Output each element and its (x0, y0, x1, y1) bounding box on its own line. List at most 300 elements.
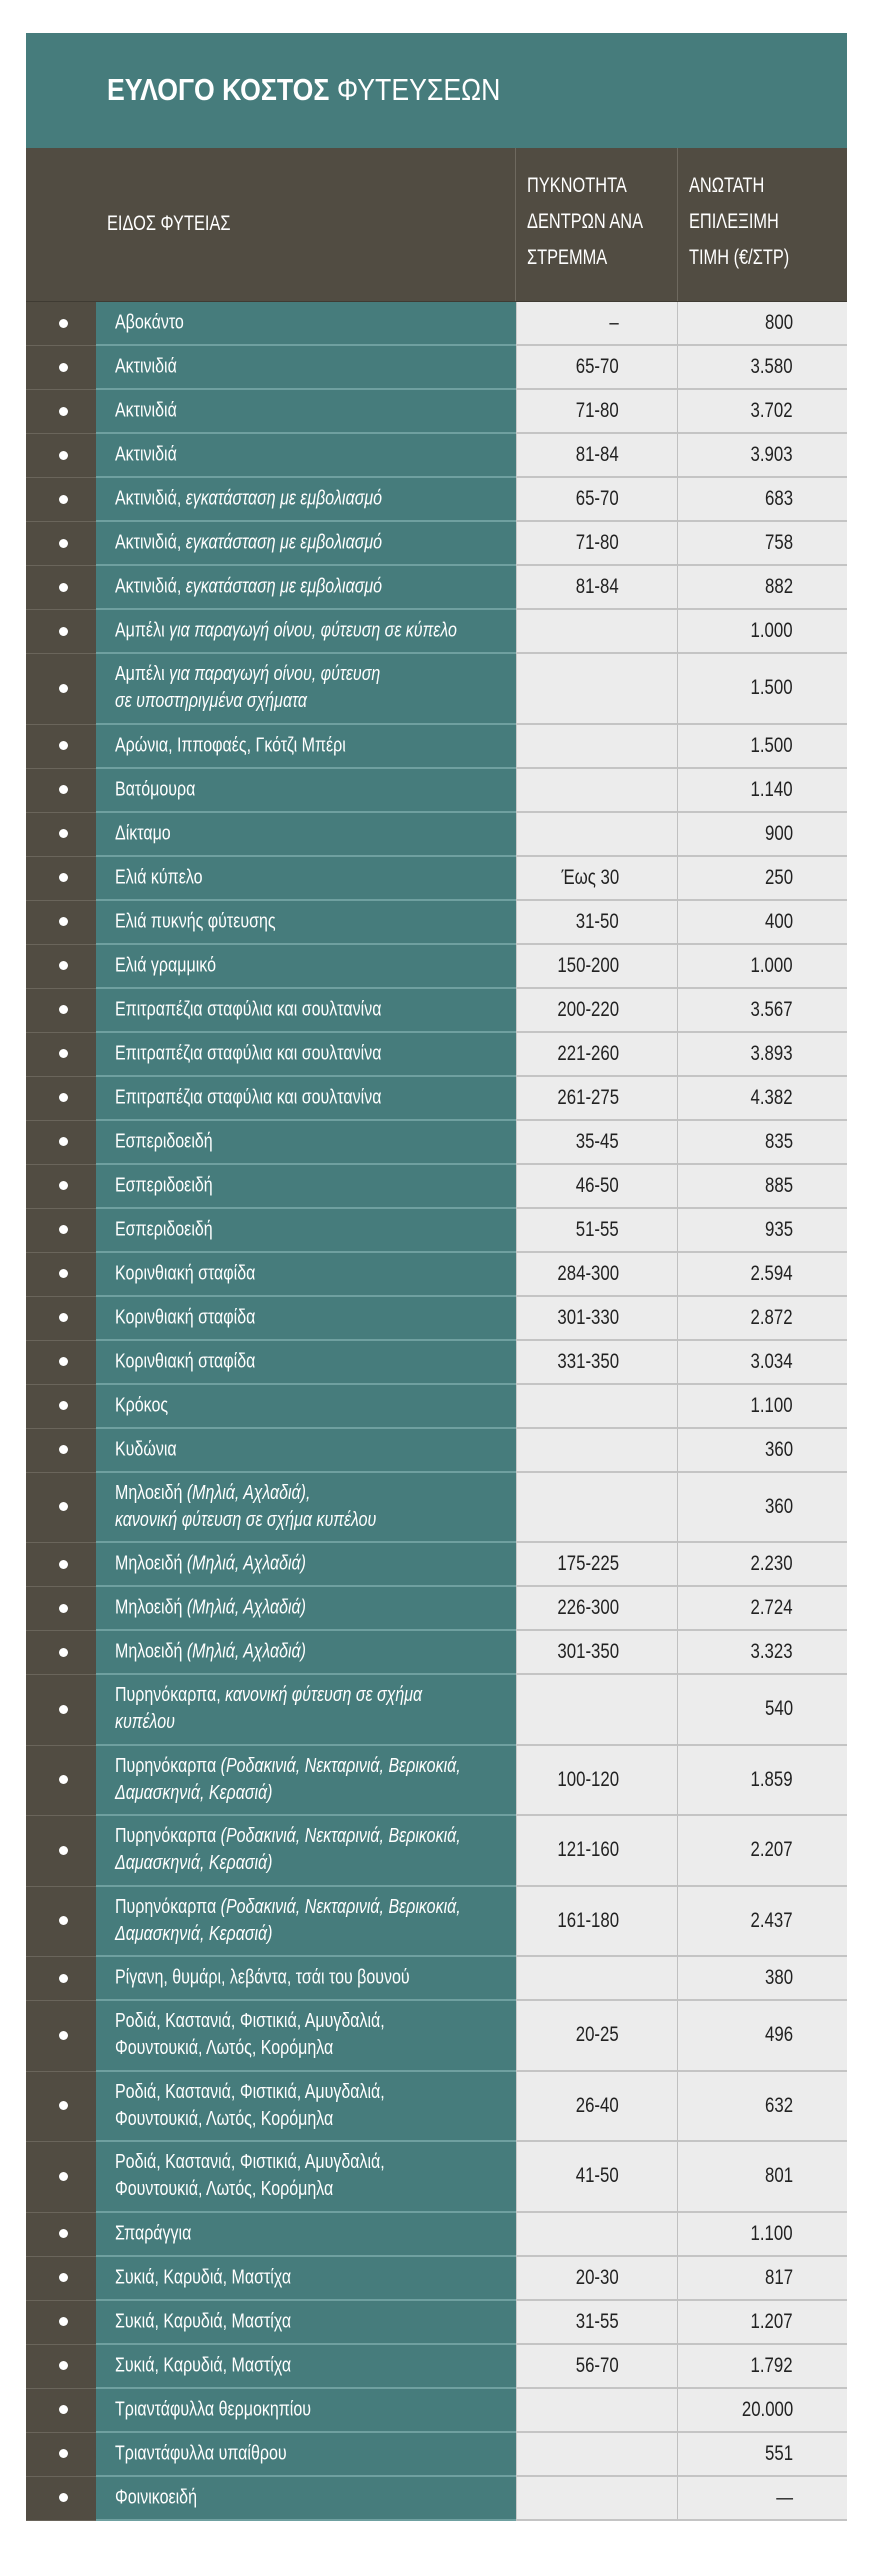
plant-type-text (115, 354, 515, 381)
plant-type-cell (96, 390, 516, 434)
table-row (26, 2433, 847, 2477)
price-cell (677, 1209, 847, 1253)
bullet-icon (59, 2449, 68, 2458)
plant-type-text (115, 486, 515, 513)
price-cell (677, 1121, 847, 1165)
price-value: 551 (764, 2441, 793, 2465)
price-cell (677, 390, 847, 434)
price-cell (677, 857, 847, 901)
bullet-cell (26, 725, 96, 769)
plant-type-cell (96, 2001, 516, 2072)
density-cell (516, 769, 677, 813)
price-cell (677, 610, 847, 654)
price-value: 835 (764, 1129, 793, 1153)
plant-type-text (115, 1392, 515, 1419)
plant-type-cell (96, 2213, 516, 2257)
plant-type-text (115, 2149, 515, 2203)
bullet-icon (59, 2172, 68, 2181)
price-cell (677, 1297, 847, 1341)
density-value: – (609, 311, 619, 334)
plant-name: Συκιά, Καρυδιά, Μαστίχα (115, 2266, 292, 2288)
plant-name: Πυρηνόκαρπα (115, 1895, 217, 1918)
price-cell (677, 1165, 847, 1209)
bullet-icon (59, 873, 68, 882)
plant-name: Κορινθιακή σταφίδα (115, 1262, 256, 1284)
table-row (26, 610, 847, 654)
price-cell (677, 2001, 847, 2072)
density-cell (516, 1121, 677, 1165)
table-row (26, 1341, 847, 1385)
price-value: 935 (764, 1217, 793, 1241)
plant-type-text (115, 2352, 515, 2379)
plant-type-text (115, 618, 515, 645)
bullet-cell (26, 2477, 96, 2521)
plant-type-text (115, 2308, 515, 2335)
bullet-cell (26, 654, 96, 725)
price-cell (677, 1587, 847, 1631)
density-value: 56-70 (576, 2353, 619, 2377)
price-value: 1.207 (750, 2309, 793, 2333)
density-cell (516, 1033, 677, 1077)
bullet-icon (59, 829, 68, 838)
bullet-cell (26, 1297, 96, 1341)
price-cell (677, 1543, 847, 1587)
table-row (26, 2257, 847, 2301)
density-value: 65-70 (576, 487, 619, 510)
plant-type-text (115, 996, 515, 1023)
price-value: 1.859 (750, 1767, 793, 1791)
bullet-icon (59, 1401, 68, 1410)
price-value: 1.000 (750, 619, 793, 642)
price-value: 1.140 (750, 777, 793, 801)
plant-name: Κορινθιακή σταφίδα (115, 1306, 256, 1328)
table-row (26, 2001, 847, 2072)
plant-name: Κρόκος (115, 1394, 169, 1416)
price-value: 3.580 (750, 355, 793, 378)
planting-cost-table (26, 33, 847, 2521)
price-value: 2.594 (750, 1261, 793, 1285)
bullet-icon (59, 627, 68, 636)
plant-name: Εσπεριδοειδή (115, 1218, 213, 1240)
price-cell (677, 346, 847, 390)
title-bold: ΕΥΛΟΓΟ ΚΟΣΤΟΣ (107, 72, 330, 107)
price-value: 1.100 (750, 1393, 793, 1417)
plant-type-text (115, 1823, 515, 1877)
plant-note: (Μηλιά, Αχλαδιά) (186, 1640, 307, 1663)
bullet-icon (59, 319, 68, 328)
density-cell (516, 1473, 677, 1544)
plant-type-cell (96, 522, 516, 566)
plant-type-cell (96, 478, 516, 522)
price-cell (677, 478, 847, 522)
bullet-icon (59, 917, 68, 926)
density-cell (516, 725, 677, 769)
bullet-icon (59, 363, 68, 372)
plant-type-cell (96, 1165, 516, 1209)
price-value: 2.207 (750, 1838, 793, 1862)
price-value: 2.230 (750, 1552, 793, 1575)
density-cell (516, 1816, 677, 1887)
price-value: 20.000 (741, 2397, 793, 2421)
plant-name: Μηλοειδή (115, 1481, 183, 1504)
bullet-cell (26, 2301, 96, 2345)
bullet-icon (59, 539, 68, 548)
bullet-icon (59, 1445, 68, 1454)
plant-type-cell (96, 1209, 516, 1253)
table-row (26, 769, 847, 813)
plant-name: Εσπεριδοειδή (115, 1174, 213, 1196)
price-value: 1.100 (750, 2221, 793, 2245)
plant-type-cell (96, 610, 516, 654)
bullet-cell (26, 390, 96, 434)
plant-type-text (115, 442, 515, 469)
density-cell (516, 813, 677, 857)
bullet-icon (59, 2405, 68, 2414)
bullet-cell (26, 1631, 96, 1675)
plant-name: Τριαντάφυλλα υπαίθρου (115, 2442, 287, 2464)
price-value: 1.000 (750, 953, 793, 977)
title-light: ΦΥΤΕΥΣΕΩΝ (336, 72, 501, 107)
density-cell (516, 2477, 677, 2521)
density-value: 35-45 (576, 1129, 619, 1153)
table-row (26, 566, 847, 610)
plant-type-cell (96, 2345, 516, 2389)
plant-type-cell (96, 1816, 516, 1887)
plant-type-cell (96, 302, 516, 346)
density-cell (516, 1253, 677, 1297)
plant-type-text (115, 1682, 515, 1736)
bullet-icon (59, 1648, 68, 1657)
density-cell (516, 2257, 677, 2301)
bullet-icon (59, 2361, 68, 2370)
price-cell (677, 522, 847, 566)
table-row (26, 989, 847, 1033)
table-row (26, 1077, 847, 1121)
density-cell (516, 2389, 677, 2433)
plant-type-text (115, 1040, 515, 1067)
density-cell (516, 857, 677, 901)
plant-type-text (115, 1216, 515, 1243)
density-value: 51-55 (576, 1217, 619, 1241)
price-value: 1.500 (750, 676, 793, 700)
density-value: 331-350 (557, 1349, 619, 1373)
price-cell (677, 566, 847, 610)
plant-type-cell (96, 1631, 516, 1675)
price-value: 800 (764, 311, 793, 334)
bullet-icon (59, 451, 68, 460)
plant-name: Ακτινιδιά, (115, 487, 182, 510)
bullet-icon (59, 1916, 68, 1925)
bullet-cell (26, 2001, 96, 2072)
plant-note: εγκατάσταση με εμβολιασμό (185, 531, 383, 554)
price-cell (677, 2072, 847, 2143)
price-value: 1.792 (750, 2353, 793, 2377)
plant-note: (Ροδακινιά, Νεκταρινιά, Βερικοκιά, Δαμασκηνιά, Κερασιά) (115, 1754, 461, 1804)
table-row (26, 813, 847, 857)
price-cell (677, 1675, 847, 1746)
bullet-icon (59, 1775, 68, 1784)
plant-type-text (115, 1753, 515, 1807)
table-row (26, 901, 847, 945)
price-cell (677, 2213, 847, 2257)
bullet-icon (59, 2273, 68, 2282)
density-cell (516, 1675, 677, 1746)
bullet-icon (59, 495, 68, 504)
bullet-cell (26, 1121, 96, 1165)
plant-type-text (115, 820, 515, 847)
bullet-cell (26, 1209, 96, 1253)
table-row (26, 1473, 847, 1544)
bullet-cell (26, 2389, 96, 2433)
plant-note: (Ροδακινιά, Νεκταρινιά, Βερικοκιά, Δαμασκηνιά, Κερασιά) (115, 1825, 461, 1875)
plant-type-text (115, 864, 515, 891)
bullet-cell (26, 1543, 96, 1587)
price-cell (677, 434, 847, 478)
price-value: 360 (764, 1437, 793, 1461)
price-value: 758 (764, 531, 793, 554)
plant-type-cell (96, 725, 516, 769)
price-value: 3.903 (750, 443, 793, 466)
table-row (26, 725, 847, 769)
density-cell (516, 2433, 677, 2477)
density-value: 26-40 (576, 2093, 619, 2117)
plant-type-cell (96, 434, 516, 478)
bullet-cell (26, 302, 96, 346)
density-value: 20-25 (576, 2023, 619, 2047)
table-row (26, 1033, 847, 1077)
plant-type-cell (96, 1297, 516, 1341)
column-header-density-label: ΠΥΚΝΟΤΗΤΑ ΔΕΝΤΡΩΝ ΑΝΑ ΣΤΡΕΜΜΑ (527, 174, 644, 269)
density-cell (516, 2301, 677, 2345)
bullet-cell (26, 1746, 96, 1817)
table-row (26, 2213, 847, 2257)
plant-name: Αρώνια, Ιπποφαές, Γκότζι Μπέρι (115, 734, 346, 756)
bullet-icon (59, 1357, 68, 1366)
bullet-cell (26, 1033, 96, 1077)
price-value: 380 (764, 1966, 793, 1989)
bullet-icon (59, 1313, 68, 1322)
density-cell (516, 566, 677, 610)
title-bar (26, 33, 847, 148)
plant-note: (Μηλιά, Αχλαδιά), κανονική φύτευση σε σχήμα κυπέλου (115, 1481, 377, 1531)
price-value: 4.382 (750, 1085, 793, 1109)
price-cell (677, 1816, 847, 1887)
plant-type-cell (96, 2072, 516, 2143)
price-cell (677, 1253, 847, 1297)
plant-type-cell (96, 346, 516, 390)
density-cell (516, 901, 677, 945)
price-value: 2.724 (750, 1596, 793, 1619)
price-cell (677, 1033, 847, 1077)
bullet-icon (59, 2317, 68, 2326)
plant-type-text (115, 1172, 515, 1199)
bullet-cell (26, 1816, 96, 1887)
table-row (26, 2072, 847, 2143)
bullet-cell (26, 2433, 96, 2477)
plant-name: Ρίγανη, θυμάρι, λεβάντα, τσάι του βουνού (115, 1966, 410, 1989)
price-cell (677, 1473, 847, 1544)
plant-type-cell (96, 1887, 516, 1958)
price-value: 250 (764, 865, 793, 889)
density-cell (516, 1631, 677, 1675)
plant-type-cell (96, 2301, 516, 2345)
bullet-cell (26, 1165, 96, 1209)
plant-type-text (115, 1894, 515, 1948)
plant-type-cell (96, 2389, 516, 2433)
price-value: 817 (764, 2265, 793, 2289)
price-cell (677, 654, 847, 725)
bullet-cell (26, 1675, 96, 1746)
density-value: 31-50 (576, 909, 619, 933)
price-cell (677, 2477, 847, 2521)
density-value: 41-50 (576, 2164, 619, 2188)
density-value: 46-50 (576, 1173, 619, 1197)
column-header-name-label: ΕΙΔΟΣ ΦΥΤΕΙΑΣ (107, 212, 231, 235)
plant-name: Μηλοειδή (115, 1596, 183, 1619)
density-cell (516, 945, 677, 989)
density-value: 284-300 (557, 1261, 619, 1285)
plant-type-text (115, 732, 515, 759)
table-row (26, 945, 847, 989)
density-value: 161-180 (557, 1908, 619, 1932)
plant-type-text (115, 398, 515, 425)
plant-name: Πυρηνόκαρπα (115, 1825, 217, 1848)
plant-type-cell (96, 1429, 516, 1473)
price-value: 3.034 (750, 1349, 793, 1373)
bullet-cell (26, 1077, 96, 1121)
price-value: 900 (764, 821, 793, 845)
price-cell (677, 2301, 847, 2345)
plant-type-cell (96, 901, 516, 945)
bullet-icon (59, 2229, 68, 2238)
table-row (26, 2389, 847, 2433)
price-value: 885 (764, 1173, 793, 1197)
bullet-cell (26, 434, 96, 478)
bullet-icon (59, 1137, 68, 1146)
bullet-icon (59, 2101, 68, 2110)
plant-type-text (115, 1639, 515, 1666)
plant-type-cell (96, 1473, 516, 1544)
table-row (26, 1746, 847, 1817)
density-value: 71-80 (576, 399, 619, 422)
plant-name: Κυδώνια (115, 1438, 177, 1460)
density-value: 81-84 (576, 443, 619, 466)
table-row (26, 1957, 847, 2001)
plant-name: Επιτραπέζια σταφύλια και σουλτανίνα (115, 1086, 382, 1108)
bullet-icon (59, 407, 68, 416)
table-row (26, 302, 847, 346)
plant-note: κανονική φύτευση σε σχήμα κυπέλου (115, 1684, 423, 1734)
table-row (26, 1887, 847, 1958)
bullet-icon (59, 1093, 68, 1102)
bullet-cell (26, 1473, 96, 1544)
plant-type-text (115, 908, 515, 935)
bullet-icon (59, 961, 68, 970)
density-value: 71-80 (576, 531, 619, 554)
table-row (26, 1631, 847, 1675)
density-cell (516, 2345, 677, 2389)
price-value: 1.500 (750, 733, 793, 757)
price-value: 496 (764, 2023, 793, 2047)
plant-note: για παραγωγή οίνου, φύτευση σε κύπελο (169, 619, 457, 642)
table-row (26, 2142, 847, 2213)
column-header-density (515, 148, 677, 301)
plant-name: Ακτινιδιά (115, 443, 177, 466)
price-cell (677, 302, 847, 346)
plant-name: Επιτραπέζια σταφύλια και σουλτανίνα (115, 1042, 382, 1064)
bullet-cell (26, 478, 96, 522)
price-cell (677, 1341, 847, 1385)
price-value: 632 (764, 2093, 793, 2117)
plant-type-text (115, 1551, 515, 1578)
bullet-cell (26, 2213, 96, 2257)
plant-type-text (115, 1480, 515, 1534)
plant-name: Αμπέλι (115, 663, 165, 686)
bullet-cell (26, 1429, 96, 1473)
density-value: 31-55 (576, 2309, 619, 2333)
bullet-icon (59, 2493, 68, 2502)
density-value: 226-300 (557, 1596, 619, 1619)
density-cell (516, 1165, 677, 1209)
density-cell (516, 522, 677, 566)
price-cell (677, 989, 847, 1033)
plant-type-cell (96, 1675, 516, 1746)
price-cell (677, 1746, 847, 1817)
plant-type-cell (96, 1587, 516, 1631)
table-row (26, 522, 847, 566)
table-row (26, 1675, 847, 1746)
bullet-cell (26, 2257, 96, 2301)
price-cell (677, 945, 847, 989)
plant-name: Κορινθιακή σταφίδα (115, 1350, 256, 1372)
density-value: 261-275 (557, 1085, 619, 1109)
plant-type-text (115, 1304, 515, 1331)
bullet-cell (26, 610, 96, 654)
density-cell (516, 1543, 677, 1587)
bullet-icon (59, 1502, 68, 1511)
plant-name: Δίκταμο (115, 822, 171, 844)
plant-name: Ακτινιδιά (115, 355, 177, 378)
plant-type-text (115, 2440, 515, 2467)
density-value: 301-330 (557, 1305, 619, 1329)
bullet-icon (59, 1181, 68, 1190)
price-cell (677, 2433, 847, 2477)
column-header-price (677, 148, 847, 301)
plant-type-text (115, 2264, 515, 2291)
table-row (26, 2345, 847, 2389)
plant-type-cell (96, 813, 516, 857)
bullet-cell (26, 813, 96, 857)
plant-type-text (115, 2079, 515, 2133)
bullet-cell (26, 2142, 96, 2213)
bullet-cell (26, 1587, 96, 1631)
plant-type-text (115, 952, 515, 979)
density-cell (516, 1297, 677, 1341)
table-row (26, 2477, 847, 2521)
price-value: 882 (764, 575, 793, 598)
plant-type-cell (96, 1746, 516, 1817)
table-row (26, 346, 847, 390)
price-cell (677, 1077, 847, 1121)
price-value: 3.567 (750, 997, 793, 1021)
bullet-icon (59, 1269, 68, 1278)
price-value: 400 (764, 909, 793, 933)
density-value: 65-70 (576, 355, 619, 378)
table-row (26, 1297, 847, 1341)
price-value: 801 (764, 2164, 793, 2188)
bullet-cell (26, 1253, 96, 1297)
table-row (26, 478, 847, 522)
